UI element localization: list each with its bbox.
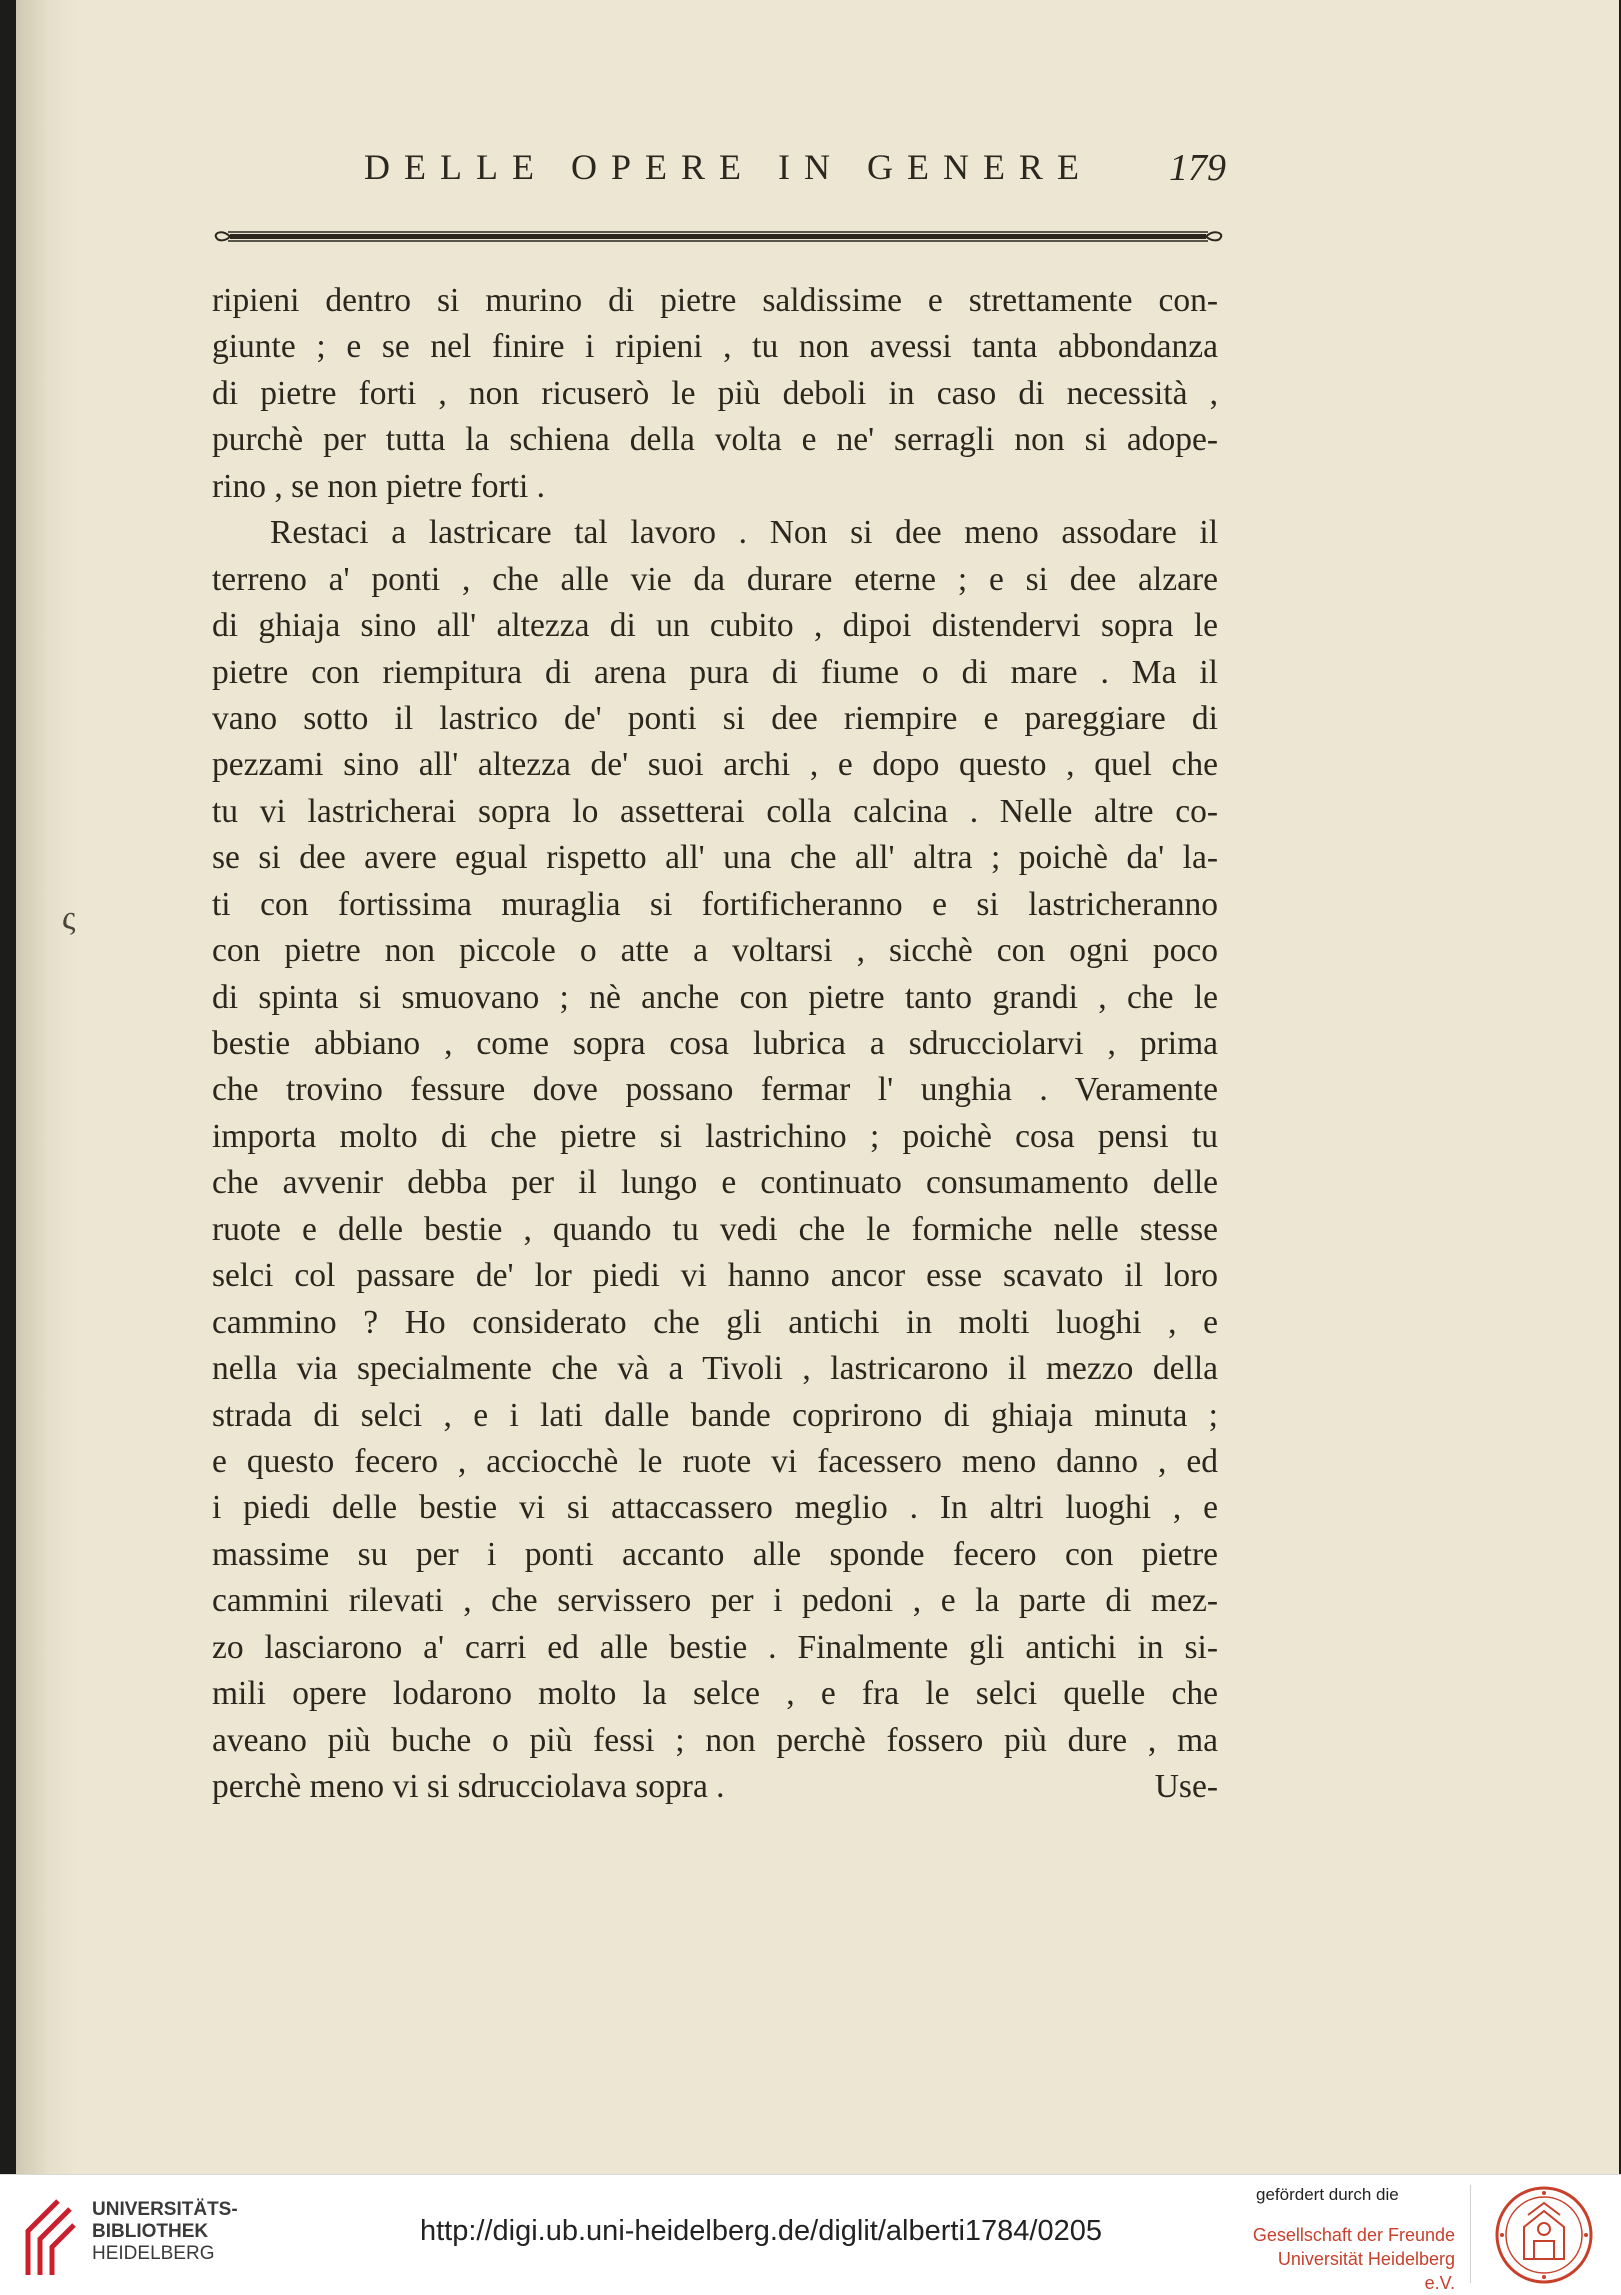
text-line: [212, 1067, 1218, 1113]
text-line: [212, 789, 1218, 835]
text-line-content: vano sotto il lastrico de' ponti si dee riempire e pareggiare di: [212, 699, 1218, 737]
text-line: [212, 1021, 1218, 1067]
text-line-content: pietre con riempitura di arena pura di fiume o di mare . Ma il: [212, 653, 1218, 691]
library-name: [92, 2199, 238, 2265]
text-line: [212, 1671, 1218, 1717]
text-line: [212, 1253, 1218, 1299]
text-line: [212, 1764, 1218, 1810]
text-line: [212, 1485, 1218, 1531]
text-line: [212, 557, 1218, 603]
footer-bar: [0, 2174, 1621, 2292]
catchword: Use-: [1154, 1768, 1218, 1805]
society-name-line: Universität Heidelberg e.V.: [1277, 2249, 1455, 2293]
text-line: [212, 1207, 1218, 1253]
text-line-content: ruote e delle bestie , quando tu vedi che le formiche nelle stesse: [212, 1210, 1218, 1248]
text-line-content: cammino ? Ho considerato che gli antichi in molti luoghi , e: [212, 1303, 1218, 1341]
text-line-content: bestie abbiano , come sopra cosa lubrica a sdrucciolarvi , prima: [212, 1025, 1218, 1062]
text-line-content: mili opere lodarono molto la selce , e fra le selci quelle che: [212, 1675, 1218, 1713]
text-line-content: cammini rilevati , che servissero per i pedoni , e la parte di mez-: [212, 1582, 1218, 1620]
text-line: [212, 835, 1218, 881]
text-line-content: aveano più buche o più fessi ; non perchè fossero più dure , ma: [212, 1721, 1218, 1759]
text-line: [212, 975, 1218, 1021]
text-line-content: perchè meno vi si sdrucciolava sopra .: [212, 1768, 725, 1805]
text-line-content: selci col passare de' lor piedi vi hanno ancor esse scavato il loro: [212, 1257, 1218, 1295]
page-number: 179: [1169, 147, 1226, 189]
footer-divider: [1470, 2185, 1471, 2283]
text-line: [212, 371, 1218, 417]
text-line-content: ripieni dentro si murino di pietre saldissime e strettamente con-: [212, 282, 1218, 319]
running-head: [356, 146, 1226, 198]
text-line: [212, 1439, 1218, 1485]
text-line-content: pezzami sino all' altezza de' suoi archi , e dopo questo , quel che: [212, 746, 1218, 784]
text-line-content: che avvenir debba per il lungo e continuato consumamento delle: [212, 1164, 1218, 1202]
text-line-content: ti con fortissima muraglia si fortificheranno e si lastricheranno: [212, 885, 1218, 923]
page-gutter: [16, 0, 76, 2174]
paper-page: [16, 0, 1619, 2174]
text-line: [212, 742, 1218, 788]
library-name-line: HEIDELBERG: [92, 2243, 215, 2264]
ornamental-rule: [214, 225, 1224, 247]
text-line: [212, 324, 1218, 370]
text-line: [212, 1346, 1218, 1392]
text-line: [212, 417, 1218, 463]
text-line-content: con pietre non piccole o atte a voltarsi , sicchè con ogni poco: [212, 932, 1218, 970]
funded-by-label: gefördert durch die: [1256, 2185, 1399, 2204]
text-line: [212, 1393, 1218, 1439]
text-line-content: che trovino fessure dove possano fermar l' unghia . Veramente: [212, 1071, 1218, 1109]
permalink-url[interactable]: http://digi.ub.uni-heidelberg.de/diglit/alberti1784/0205: [420, 2215, 1102, 2247]
text-line: [212, 1718, 1218, 1764]
text-line-content: di pietre forti , non ricuserò le più deboli in caso di necessità ,: [212, 374, 1218, 412]
text-line-content: tu vi lastricherai sopra lo assetterai colla calcina . Nelle altre co-: [212, 792, 1218, 830]
text-line: [212, 1160, 1218, 1206]
text-line-content: terreno a' ponti , che alle vie da durare eterne ; e si dee alzare: [212, 560, 1218, 598]
text-line-content: rino , se non pietre forti .: [212, 467, 546, 505]
text-line: [212, 882, 1218, 928]
margin-mark: ς: [62, 900, 76, 937]
text-line-content: importa molto di che pietre si lastrichino ; poichè cosa pensi tu: [212, 1117, 1218, 1155]
text-line-content: se si dee avere egual rispetto all' una che all' altra ; poichè da' la-: [212, 839, 1218, 877]
library-name-line: BIBLIOTHEK: [92, 2221, 209, 2242]
text-line-content: di ghiaja sino all' altezza di un cubito , dipoi distendervi sopra le: [212, 607, 1218, 645]
text-line: [212, 1532, 1218, 1578]
body-text: [212, 278, 1218, 1810]
text-line-content: di spinta si smuovano ; nè anche con pietre tanto grandi , che le: [212, 978, 1218, 1016]
text-line-content: strada di selci , e i lati dalle bande coprirono di ghiaja minuta ;: [212, 1396, 1218, 1434]
text-line: [212, 464, 1218, 510]
text-line: [212, 1578, 1218, 1624]
text-line: [212, 696, 1218, 742]
university-seal-icon: [1494, 2185, 1594, 2285]
university-library-logo-icon: [18, 2191, 80, 2279]
library-name-line: UNIVERSITÄTS-: [92, 2199, 238, 2220]
text-line: [212, 603, 1218, 649]
society-name-line: Gesellschaft der Freunde: [1252, 2225, 1455, 2245]
text-line-content: massime su per i ponti accanto alle sponde fecero con pietre: [212, 1535, 1218, 1573]
society-name: [1250, 2223, 1455, 2295]
text-line: [212, 1625, 1218, 1671]
text-line-content: giunte ; e se nel finire i ripieni , tu non avessi tanta abbondanza: [212, 328, 1218, 366]
text-line-content: e questo fecero , acciocchè le ruote vi facessero meno danno , ed: [212, 1442, 1218, 1480]
text-line: [212, 278, 1218, 324]
text-line-content: nella via specialmente che và a Tivoli , lastricarono il mezzo della: [212, 1350, 1218, 1388]
text-line-content: Restaci a lastricare tal lavoro . Non si dee meno assodare il: [270, 514, 1218, 552]
text-line-content: i piedi delle bestie vi si attaccassero meglio . In altri luoghi , e: [212, 1489, 1218, 1527]
text-line: [212, 928, 1218, 974]
text-line-content: purchè per tutta la schiena della volta e ne' serragli non si adope-: [212, 421, 1218, 459]
text-line: [212, 1114, 1218, 1160]
text-line: [212, 1300, 1218, 1346]
text-line: [212, 510, 1218, 556]
text-line: [212, 650, 1218, 696]
running-title: DELLE OPERE IN GENERE: [364, 147, 1093, 187]
text-line-content: zo lasciarono a' carri ed alle bestie . Finalmente gli antichi in si-: [212, 1628, 1218, 1666]
